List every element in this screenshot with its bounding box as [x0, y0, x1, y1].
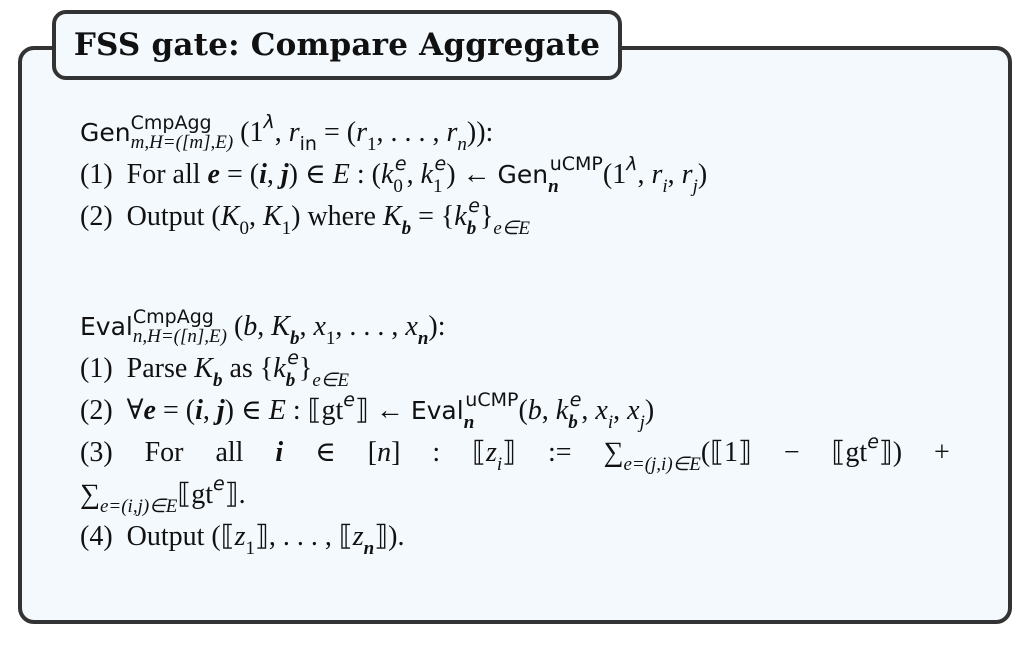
- eval-fn: Eval: [80, 312, 133, 341]
- eval-args: (b, $K_b$, $x_1$, . . . , $x_n$):: [226, 311, 446, 349]
- gen-args: ($1^\lambda$, $r_{in} = (r_1$, . . . , $r_n$)):: [233, 111, 494, 155]
- gen-sub: m,H=([m],E): [130, 131, 234, 153]
- eval-step-3-cont: $\sum_{e=(i,j)\in E}⟦gt^e⟧$.: [80, 473, 246, 517]
- gen-fn: Gen: [80, 118, 131, 147]
- eval-step-4: (4) Output ($⟦z_1⟧$, . . . , $⟦z_n⟧$).: [80, 521, 405, 559]
- eval-sub: n,H=([n],E): [132, 325, 227, 347]
- gen-step-2: (2) Output ($K_0$, $K_1$) where $K_b = \{k_b^e\}_{e\in E}$: [80, 195, 530, 239]
- eval-step-2: (2) ∀e = (i, j) ∈ E : $⟦gt^e⟧$ ← Eval$_n^{uCMP}$(b, $k_b^e$, $x_i$, $x_j$): [80, 389, 655, 433]
- eval-supsub: [133, 307, 227, 347]
- eval-sup: CmpAgg: [132, 305, 214, 328]
- gate-title: FSS gate: Compare Aggregate: [52, 10, 622, 80]
- gen-supsub: [131, 113, 234, 153]
- eval-step-3: (3) For all i ∈ [n] : $⟦z_i⟧$ := $\sum_{e=(j,i)\in E}(⟦1⟧$ − $⟦gt^e⟧$) +: [80, 431, 950, 475]
- gen-step-1: (1) For all e = (i, j) ∈ E : ($k_0^e$, $k_1^e$) ← $Gen_n^{uCMP}(1^\lambda$, $r_i$, $r_j$): [80, 153, 708, 197]
- eval-step-1: (1) Parse $K_b$ as $\{k_b^e\}_{e\in E}$: [80, 347, 349, 391]
- gen-sup: CmpAgg: [130, 111, 212, 134]
- gen-header: [80, 112, 980, 154]
- eval-header: [80, 306, 980, 348]
- gate-content: [80, 112, 980, 558]
